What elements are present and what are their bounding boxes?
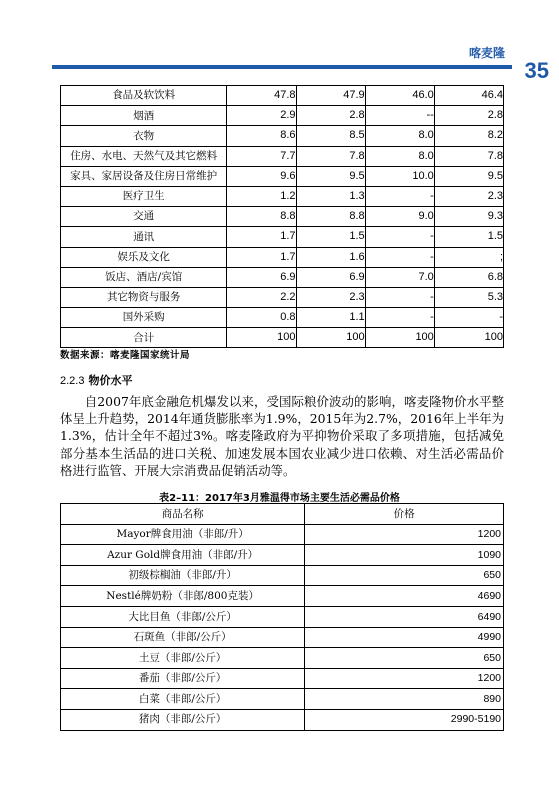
value-cell: 100 [434, 328, 503, 348]
value-cell: 1.5 [296, 227, 365, 247]
table-row [61, 186, 504, 206]
value-cell: 8.0 [365, 146, 434, 166]
section-heading [60, 372, 132, 388]
value-cell: 7.0 [365, 267, 434, 287]
value-cell: 7.8 [434, 146, 503, 166]
category-cell: 医疗卫生 [61, 186, 227, 206]
value-cell: 100 [365, 328, 434, 348]
value-cell: 100 [227, 328, 296, 348]
price-table [60, 503, 504, 731]
table-row [61, 545, 504, 566]
table-row [61, 287, 504, 307]
item-cell: Mayor牌食用油（非郎/升） [61, 524, 305, 545]
category-cell: 合计 [61, 328, 227, 348]
value-cell: 2.2 [227, 287, 296, 307]
item-cell: Nestlé牌奶粉（非郎/800克装） [61, 586, 305, 607]
category-cell: 饭店、酒店/宾馆 [61, 267, 227, 287]
value-cell: 1.1 [296, 308, 365, 328]
table-row [61, 308, 504, 328]
value-cell: -- [365, 106, 434, 126]
table-caption: 表2–11：2017年3月雅温得市场主要生活必需品价格 [159, 493, 400, 504]
value-cell: 46.0 [365, 86, 434, 106]
value-cell: 1.7 [227, 247, 296, 267]
table-row [61, 648, 504, 669]
item-cell: 大比目鱼（非郎/公斤） [61, 606, 305, 627]
item-cell: 番茄（非郎/公斤） [61, 668, 305, 689]
value-cell: 10.0 [365, 166, 434, 186]
value-cell: - [365, 227, 434, 247]
value-cell: 7.7 [227, 146, 296, 166]
item-cell: 白菜（非郎/公斤） [61, 689, 305, 710]
value-cell: 8.5 [296, 126, 365, 146]
category-cell: 其它物资与服务 [61, 287, 227, 307]
table-row [61, 146, 504, 166]
value-cell: 46.4 [434, 86, 503, 106]
category-cell: 衣物 [61, 126, 227, 146]
table-row [61, 267, 504, 287]
value-cell: - [365, 308, 434, 328]
value-cell: - [365, 186, 434, 206]
price-cell: 4990 [305, 627, 504, 648]
price-cell: 4690 [305, 586, 504, 607]
consumption-structure-table [60, 85, 504, 348]
item-cell: Azur Gold牌食用油（非郎/升） [61, 545, 305, 566]
value-cell: 1.3 [296, 186, 365, 206]
table-row [61, 207, 504, 227]
table-row [61, 565, 504, 586]
value-cell: 2.8 [434, 106, 503, 126]
value-cell: 6.8 [434, 267, 503, 287]
table-row [61, 227, 504, 247]
header-cell-item: 商品名称 [61, 504, 305, 525]
value-cell: 47.8 [227, 86, 296, 106]
value-cell: 2.9 [227, 106, 296, 126]
value-cell: 8.6 [227, 126, 296, 146]
table-row [61, 328, 504, 348]
table-header-row [61, 504, 504, 525]
value-cell: 2.8 [296, 106, 365, 126]
category-cell: 交通 [61, 207, 227, 227]
value-cell: 6.9 [296, 267, 365, 287]
item-cell: 猪肉（非郎/公斤） [61, 709, 305, 730]
price-cell: 2990-5190 [305, 709, 504, 730]
category-cell: 娱乐及文化 [61, 247, 227, 267]
body-paragraph [60, 393, 504, 479]
value-cell: 1.7 [227, 227, 296, 247]
price-cell: 1200 [305, 524, 504, 545]
category-cell: 家具、家居设备及住房日常维护 [61, 166, 227, 186]
value-cell: 9.6 [227, 166, 296, 186]
table-row [61, 709, 504, 730]
value-cell: 0.8 [227, 308, 296, 328]
value-cell: 9.0 [365, 207, 434, 227]
value-cell: 9.3 [434, 207, 503, 227]
category-cell: 住房、水电、天然气及其它燃料 [61, 146, 227, 166]
header-cell-price: 价格 [305, 504, 504, 525]
price-cell: 1200 [305, 668, 504, 689]
price-cell: 1090 [305, 545, 504, 566]
price-cell: 650 [305, 565, 504, 586]
table-row [61, 524, 504, 545]
header-rule [52, 65, 512, 69]
item-cell: 石斑鱼（非郎/公斤） [61, 627, 305, 648]
table-row [61, 586, 504, 607]
section-title: 物价水平 [88, 374, 133, 387]
value-cell: ; [434, 247, 503, 267]
table-row [61, 86, 504, 106]
value-cell: 8.2 [434, 126, 503, 146]
price-cell: 650 [305, 648, 504, 669]
value-cell: 5.3 [434, 287, 503, 307]
value-cell: - [434, 308, 503, 328]
section-number: 2.2.3 [60, 375, 85, 387]
category-cell: 烟酒 [61, 106, 227, 126]
table-row [61, 668, 504, 689]
value-cell: 100 [296, 328, 365, 348]
category-cell: 国外采购 [61, 308, 227, 328]
value-cell: 1.6 [296, 247, 365, 267]
value-cell: 2.3 [434, 186, 503, 206]
value-cell: 8.8 [296, 207, 365, 227]
value-cell: 2.3 [296, 287, 365, 307]
item-cell: 土豆（非郎/公斤） [61, 648, 305, 669]
price-cell: 890 [305, 689, 504, 710]
running-header-title: 喀麦隆 [468, 46, 505, 60]
table-row [61, 689, 504, 710]
table-row [61, 126, 504, 146]
value-cell: 9.5 [434, 166, 503, 186]
value-cell: 1.2 [227, 186, 296, 206]
table-row [61, 627, 504, 648]
value-cell: 7.8 [296, 146, 365, 166]
item-cell: 初级棕榈油（非郎/升） [61, 565, 305, 586]
table-row [61, 166, 504, 186]
value-cell: - [365, 247, 434, 267]
table-row [61, 106, 504, 126]
paragraph-text: 自2007年底金融危机爆发以来，受国际粮价波动的影响，喀麦隆物价水平整体呈上升趋势，2014年通货膨胀率为1.9%，2015年为2.7%，2016年上半年为1.3%，估计全年不超过3%。喀麦隆政府为平抑物价采取了多项措施，包括减免部分基本生活品的进口关税、加速发展本国农业减少进口依赖、对生活必需品价格进行监管、开展大宗消费品促销活动等。 [60, 394, 504, 478]
category-cell: 通讯 [61, 227, 227, 247]
table-row [61, 247, 504, 267]
value-cell: - [365, 287, 434, 307]
value-cell: 9.5 [296, 166, 365, 186]
page-number: 35 [524, 58, 549, 83]
category-cell: 食品及软饮料 [61, 86, 227, 106]
value-cell: 6.9 [227, 267, 296, 287]
price-cell: 6490 [305, 606, 504, 627]
value-cell: 8.8 [227, 207, 296, 227]
value-cell: 47.9 [296, 86, 365, 106]
value-cell: 1.5 [434, 227, 503, 247]
table-row [61, 606, 504, 627]
source-note: 数据来源：喀麦隆国家统计局 [60, 350, 191, 361]
value-cell: 8.0 [365, 126, 434, 146]
